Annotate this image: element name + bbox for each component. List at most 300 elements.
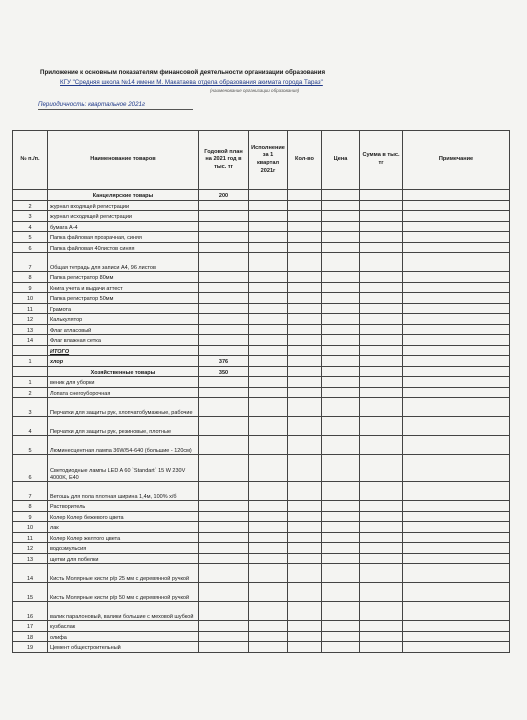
plan-cell [199,511,249,522]
table-row [13,303,510,314]
plan-cell [199,314,249,325]
note-cell [403,242,510,253]
qty-cell [288,324,322,335]
organization-name: КГУ "Средняя школа №14 имени М. Макатаева отдела образования акимата города Тараз" [60,79,323,86]
item-name-cell: Папка регистратор 50мм [48,293,199,304]
price-cell [322,482,360,501]
table-row [13,232,510,243]
price-cell [322,417,360,436]
table-row [13,345,510,356]
qty-cell [288,345,322,356]
item-name-cell: Растворитель [48,501,199,512]
plan-cell [199,282,249,293]
qty-cell [288,543,322,554]
item-name-cell: валик паралоновый, валики большие с меховой шубкой [48,602,199,621]
sum-cell [360,282,403,293]
price-cell [322,242,360,253]
price-cell [322,631,360,642]
note-cell [403,282,510,293]
exec-cell [249,482,288,501]
row-num-cell: 9 [13,282,48,293]
item-name-cell: кузбаслак [48,621,199,632]
plan-cell [199,583,249,602]
table-row [13,366,510,377]
note-cell [403,436,510,455]
price-cell [322,211,360,222]
sum-cell [360,335,403,346]
sum-cell [360,631,403,642]
sum-cell [360,232,403,243]
sum-cell [360,242,403,253]
table-row [13,272,510,283]
exec-cell [249,564,288,583]
row-num-cell: 8 [13,272,48,283]
note-cell [403,583,510,602]
exec-cell [249,621,288,632]
plan-cell [199,553,249,564]
exec-cell [249,200,288,211]
price-cell [322,387,360,398]
exec-cell [249,501,288,512]
exec-cell [249,324,288,335]
table-row [13,621,510,632]
table-row [13,314,510,325]
exec-cell [249,387,288,398]
note-cell [403,335,510,346]
price-cell [322,532,360,543]
price-cell [322,455,360,482]
price-cell [322,356,360,367]
row-num-cell: 13 [13,553,48,564]
row-num-cell: 4 [13,417,48,436]
exec-cell [249,543,288,554]
sum-cell [360,272,403,283]
table-row [13,335,510,346]
price-cell [322,511,360,522]
sum-cell [360,366,403,377]
exec-cell [249,282,288,293]
sum-cell [360,602,403,621]
exec-cell [249,455,288,482]
note-cell [403,272,510,283]
exec-cell [249,345,288,356]
qty-cell [288,532,322,543]
table-header-row [13,131,510,190]
row-num-cell: 3 [13,398,48,417]
table-row [13,293,510,304]
item-name-cell: Канцелярские товары [48,190,199,201]
sum-cell [360,501,403,512]
qty-cell [288,190,322,201]
plan-cell [199,642,249,653]
col-header-note: Примечание [403,131,510,190]
exec-cell [249,211,288,222]
item-name-cell: Книга учета и выдачи аттест [48,282,199,293]
item-name-cell: Папка регистратор 80мм [48,272,199,283]
sum-cell [360,511,403,522]
item-name-cell: Цемент общестроительный [48,642,199,653]
qty-cell [288,303,322,314]
plan-cell [199,253,249,272]
price-cell [322,553,360,564]
item-name-cell: Хозяйственные товары [48,366,199,377]
note-cell [403,314,510,325]
item-name-cell: Флаг атласовый [48,324,199,335]
qty-cell [288,387,322,398]
table-row [13,211,510,222]
note-cell [403,356,510,367]
plan-cell [199,532,249,543]
exec-cell [249,253,288,272]
item-name-cell: Колер Колер желтого цвета [48,532,199,543]
row-num-cell: 12 [13,314,48,325]
note-cell [403,543,510,554]
price-cell [322,377,360,388]
item-name-cell: хлор [48,356,199,367]
sum-cell [360,564,403,583]
plan-cell: 376 [199,356,249,367]
exec-cell [249,642,288,653]
sum-cell [360,253,403,272]
row-num-cell: 7 [13,253,48,272]
plan-cell [199,398,249,417]
plan-cell [199,631,249,642]
qty-cell [288,583,322,602]
sum-cell [360,417,403,436]
sum-cell [360,522,403,533]
sum-cell [360,221,403,232]
periodicity-label: Периодичность: квартальное 2021г [38,101,146,108]
exec-cell [249,272,288,283]
exec-cell [249,398,288,417]
row-num-cell: 3 [13,211,48,222]
note-cell [403,511,510,522]
item-name-cell: веник для уборки [48,377,199,388]
plan-cell [199,232,249,243]
plan-cell [199,377,249,388]
price-cell [322,602,360,621]
plan-cell [199,564,249,583]
item-name-cell: олифа [48,631,199,642]
plan-cell [199,324,249,335]
plan-cell [199,455,249,482]
item-name-cell: Колер Колер бежевого цвета [48,511,199,522]
price-cell [322,190,360,201]
item-name-cell: Лопата снегоуборочная [48,387,199,398]
table-row [13,455,510,482]
note-cell [403,564,510,583]
row-num-cell: 18 [13,631,48,642]
sum-cell [360,642,403,653]
row-num-cell: 1 [13,356,48,367]
item-name-cell: Папка файловая прозрачная, синяя [48,232,199,243]
price-cell [322,398,360,417]
table-row [13,417,510,436]
table-row [13,200,510,211]
price-cell [322,314,360,325]
item-name-cell: Люминесцентная лампа 36W/54-640 (большие - 120см) [48,436,199,455]
table-row [13,501,510,512]
sum-cell [360,345,403,356]
plan-cell [199,501,249,512]
exec-cell [249,511,288,522]
price-cell [322,221,360,232]
row-num-cell: 7 [13,482,48,501]
qty-cell [288,482,322,501]
sum-cell [360,377,403,388]
row-num-cell [13,190,48,201]
sum-cell [360,553,403,564]
qty-cell [288,314,322,325]
note-cell [403,602,510,621]
sum-cell [360,583,403,602]
exec-cell [249,366,288,377]
table-row [13,377,510,388]
exec-cell [249,583,288,602]
exec-cell [249,232,288,243]
table-body [13,190,510,653]
note-cell [403,366,510,377]
qty-cell [288,356,322,367]
note-cell [403,642,510,653]
table-row [13,324,510,335]
exec-cell [249,293,288,304]
table-row [13,356,510,367]
note-cell [403,387,510,398]
price-cell [322,303,360,314]
qty-cell [288,511,322,522]
qty-cell [288,272,322,283]
plan-cell [199,482,249,501]
sum-cell [360,324,403,335]
exec-cell [249,553,288,564]
item-name-cell: Флаг влажная сетка [48,335,199,346]
sum-cell [360,293,403,304]
item-name-cell: бумага А-4 [48,221,199,232]
table-row [13,436,510,455]
qty-cell [288,366,322,377]
exec-cell [249,303,288,314]
row-num-cell: 16 [13,602,48,621]
plan-cell [199,345,249,356]
sum-cell [360,543,403,554]
qty-cell [288,242,322,253]
item-name-cell: ИТОГО [48,345,199,356]
sum-cell [360,190,403,201]
row-num-cell: 5 [13,436,48,455]
note-cell [403,377,510,388]
note-cell [403,200,510,211]
qty-cell [288,221,322,232]
row-num-cell: 1 [13,377,48,388]
qty-cell [288,501,322,512]
plan-cell [199,602,249,621]
plan-cell [199,272,249,283]
plan-cell [199,200,249,211]
sum-cell [360,200,403,211]
plan-cell: 200 [199,190,249,201]
exec-cell [249,190,288,201]
note-cell [403,293,510,304]
price-cell [322,501,360,512]
periodicity-underline [38,109,193,110]
row-num-cell: 19 [13,642,48,653]
table-row [13,564,510,583]
item-name-cell: водоэмульсия [48,543,199,554]
row-num-cell: 6 [13,242,48,253]
note-cell [403,631,510,642]
qty-cell [288,232,322,243]
sum-cell [360,314,403,325]
qty-cell [288,398,322,417]
row-num-cell: 11 [13,303,48,314]
qty-cell [288,282,322,293]
qty-cell [288,293,322,304]
qty-cell [288,455,322,482]
note-cell [403,621,510,632]
note-cell [403,553,510,564]
sum-cell [360,387,403,398]
row-num-cell: 8 [13,501,48,512]
exec-cell [249,356,288,367]
row-num-cell [13,366,48,377]
note-cell [403,532,510,543]
item-name-cell: Ветошь для пола плотная ширина 1,4м, 100% х/б [48,482,199,501]
plan-cell: 350 [199,366,249,377]
price-cell [322,436,360,455]
table-row [13,642,510,653]
table-row [13,242,510,253]
item-name-cell: Перчатки для защиты рук, резиновые, плотные [48,417,199,436]
price-cell [322,583,360,602]
table-row [13,532,510,543]
row-num-cell: 2 [13,200,48,211]
table-row [13,482,510,501]
table-row [13,190,510,201]
plan-cell [199,221,249,232]
exec-cell [249,314,288,325]
row-num-cell: 12 [13,543,48,554]
qty-cell [288,621,322,632]
col-header-plan: Годовой план на 2021 год в тыс. тг [199,131,249,190]
row-num-cell: 5 [13,232,48,243]
exec-cell [249,436,288,455]
exec-cell [249,602,288,621]
item-name-cell: журнал входящей регистрации [48,200,199,211]
note-cell [403,482,510,501]
price-cell [322,293,360,304]
plan-cell [199,293,249,304]
sum-cell [360,482,403,501]
qty-cell [288,553,322,564]
note-cell [403,455,510,482]
table-row [13,282,510,293]
row-num-cell: 4 [13,221,48,232]
price-cell [322,200,360,211]
sum-cell [360,398,403,417]
item-name-cell: Кисть Молярные кисти р/р 50 мм с деревянной ручкой [48,583,199,602]
note-cell [403,232,510,243]
col-header-price: Цена [322,131,360,190]
document-title: Приложение к основным показателям финансовой деятельности организации образования [40,69,326,76]
item-name-cell: Общая тетрадь для записи А4, 96 листов [48,253,199,272]
table-row [13,398,510,417]
table-row [13,387,510,398]
organization-caption: (наименование организации образования) [210,88,300,93]
sum-cell [360,436,403,455]
item-name-cell: Грамота [48,303,199,314]
row-num-cell: 15 [13,583,48,602]
item-name-cell: лак [48,522,199,533]
qty-cell [288,436,322,455]
price-cell [322,324,360,335]
price-cell [322,345,360,356]
note-cell [403,345,510,356]
item-name-cell: журнал исходящей регистрации [48,211,199,222]
item-name-cell: Перчатки для защиты рук, хлопчатобумажные, рабочие [48,398,199,417]
col-header-name: Наименование товаров [48,131,199,190]
qty-cell [288,602,322,621]
price-cell [322,522,360,533]
qty-cell [288,211,322,222]
note-cell [403,303,510,314]
plan-cell [199,242,249,253]
qty-cell [288,417,322,436]
table-row [13,631,510,642]
row-num-cell [13,345,48,356]
note-cell [403,417,510,436]
note-cell [403,324,510,335]
table-row [13,583,510,602]
plan-cell [199,387,249,398]
plan-cell [199,522,249,533]
plan-cell [199,417,249,436]
plan-cell [199,621,249,632]
plan-cell [199,543,249,554]
row-num-cell: 10 [13,293,48,304]
row-num-cell: 14 [13,335,48,346]
price-cell [322,642,360,653]
price-cell [322,366,360,377]
col-header-sum: Сумма в тыс. тг [360,131,403,190]
note-cell [403,398,510,417]
row-num-cell: 17 [13,621,48,632]
goods-table [12,130,510,653]
note-cell [403,501,510,512]
col-header-qty: Кол-во [288,131,322,190]
sum-cell [360,532,403,543]
price-cell [322,232,360,243]
price-cell [322,253,360,272]
sum-cell [360,211,403,222]
price-cell [322,543,360,554]
plan-cell [199,211,249,222]
note-cell [403,211,510,222]
exec-cell [249,242,288,253]
sum-cell [360,356,403,367]
qty-cell [288,642,322,653]
table-row [13,553,510,564]
col-header-exec: Исполнение за 1 квартал 2021г [249,131,288,190]
row-num-cell: 11 [13,532,48,543]
exec-cell [249,417,288,436]
item-name-cell: Калькулятор [48,314,199,325]
note-cell [403,253,510,272]
row-num-cell: 14 [13,564,48,583]
qty-cell [288,631,322,642]
price-cell [322,282,360,293]
qty-cell [288,200,322,211]
